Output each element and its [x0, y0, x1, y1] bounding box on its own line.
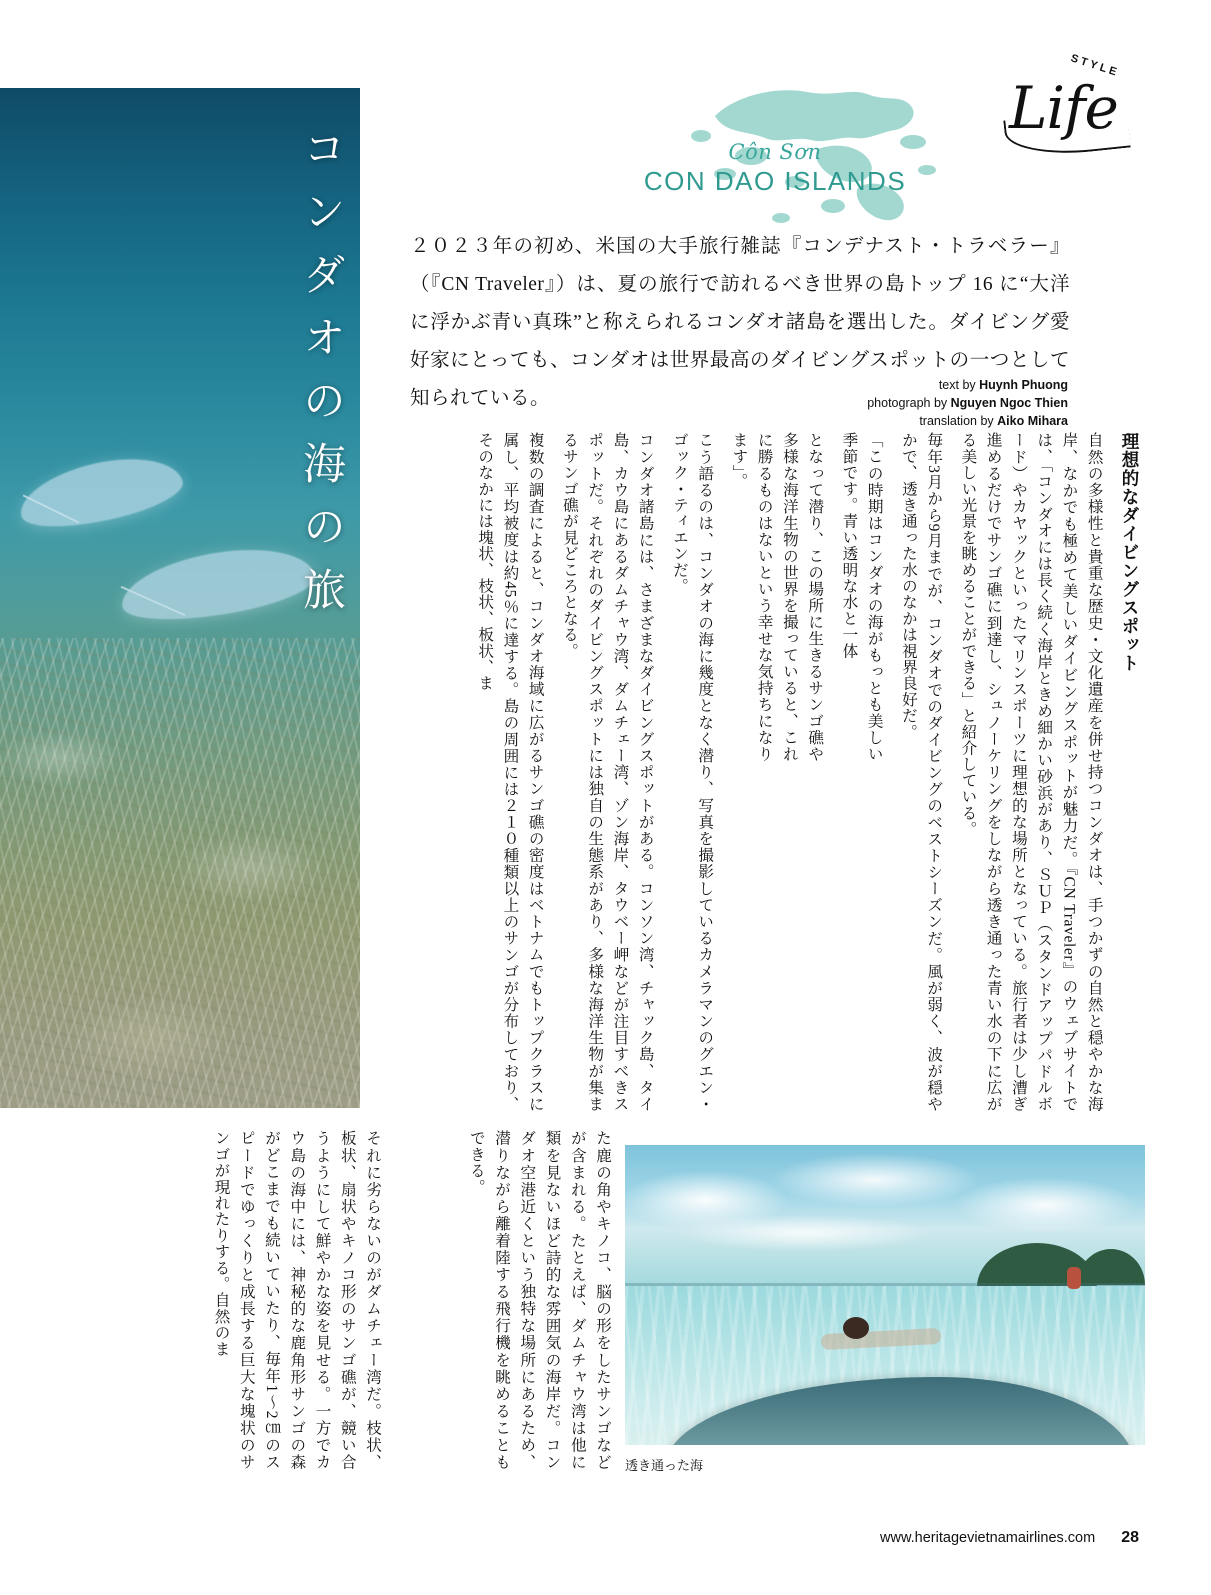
swimmer-head	[843, 1317, 869, 1339]
manta-ray-shape	[116, 537, 319, 632]
bottom-sea-photo	[625, 1145, 1145, 1445]
manta-ray-shape	[14, 445, 188, 539]
credit-photograph-by-label: photograph by	[867, 396, 951, 411]
credit-text-by-name: Huynh Phuong	[979, 378, 1068, 392]
page-number: 28	[1121, 1529, 1139, 1546]
credit-translation-by	[867, 412, 1068, 430]
distant-person	[1067, 1267, 1081, 1289]
hero-underwater-photo	[0, 88, 360, 1108]
body-column: 「この時期はコンダオの海がもっとも美しい季節です。青い透明な水と一体	[840, 432, 883, 762]
body-column: こう語るのは、コンダオの海に幾度となく潜り、写真を撮影しているカメラマンのグエン・ゴック・ティエンだ。	[670, 432, 714, 1112]
body-column: それに劣らないのがダムチェー湾だ。枝状、板状、扇状やキノコ形のサンゴ礁が、競い合うようにして鮮やかな姿を見せる。一方でカウ島の海中には、神秘的な鹿角形サンゴの森がどこまでも続いていたり、毎年1〜2㎝のスピードでゆっくりと成長する巨大な塊状のサンゴが現れたりする。自然のま	[212, 1130, 381, 1470]
lifestyle-logo	[1009, 52, 1139, 148]
footer-website[interactable]: www.heritagevietnamairlines.com	[880, 1530, 1096, 1546]
credit-photograph-by	[867, 394, 1068, 412]
map-main-title: CON DAO ISLANDS	[643, 166, 907, 196]
clouds	[625, 1145, 1145, 1255]
body-column: 自然の多様性と貴重な歴史・文化遺産を併せ持つコンダオは、手つかずの自然と穏やかな海岸、なかでも極めて美しいダイビングスポットが魅力だ。『CN Traveler』のウェブサイトでは、「コンダオには長く続く海岸ときめ細かい砂浜があり、ＳＵＰ（スタンドアップパドルボード）やカヤックといったマリンスポーツに理想的な場所となっている。旅行者は少し漕ぎ進めるだけでサンゴ礁に到達し、シュノーケリングをしながら透き通った青い水の下に広がる美しい光景を眺めることができる」と紹介している。	[959, 432, 1103, 1112]
body-column: 毎年3月から9月までが、コンダオでのダイビングのベストシーズンだ。風が弱く、波が穏やかで、透き通った水のなかは視界良好だ。	[899, 432, 943, 1112]
map-title-block	[560, 140, 990, 197]
credit-photograph-by-name: Nguyen Ngoc Thien	[950, 396, 1068, 411]
section-heading: 理想的なダイビングスポット	[1120, 432, 1140, 673]
article-body-lower-right	[385, 1130, 615, 1470]
photo-caption: 透き通った海	[625, 1458, 704, 1473]
map-subtitle: Côn Sơn	[728, 140, 822, 164]
article-body-upper	[372, 432, 1144, 1112]
logo-style-text: STYLE	[1069, 52, 1121, 80]
credit-translation-by-label: translation by	[919, 414, 998, 429]
body-column: 複数の調査によると、コンダオ海域に広がるサンゴ礁の密度はベトナムでもトップクラスに属し、平均被度は約45％に達する。島の周囲には２１０種類以上のサンゴが分布しており、そのなかには塊状、枝状、板状、ま	[476, 432, 544, 1112]
body-column: となって潜り、この場所に生きるサンゴ礁や多様な海洋生物の世界を撮っていると、これに勝るものはないという幸せな気持ちになります」。	[730, 432, 824, 762]
article-credits	[867, 376, 1068, 430]
logo-life-text: Life	[1009, 74, 1118, 142]
credit-text-by	[867, 376, 1068, 394]
article-body-lower-left	[95, 1130, 385, 1470]
body-column: た鹿の角やキノコ、脳の形をしたサンゴなどが含まれる。たとえば、ダムチャウ湾は他に類を見ないほど詩的な雰囲気の海岸だ。コンダオ空港近くという独特な場所にあるため、潜りながら離着陸する飛行機を眺めることもできる。	[467, 1130, 611, 1470]
page-footer	[880, 1529, 1139, 1547]
page-title: コンダオの海の旅	[297, 126, 344, 630]
body-column: コンダオ諸島には、さまざまなダイビングスポットがある。コンソン湾、チャック島、タイ島、カウ島にあるダムチャウ湾、ダムチェー湾、ゾン海岸、タウベー岬などが注目すべきスポットだ。それぞれのダイビングスポットには独自の生態系があり、多様な海洋生物が集まるサンゴ礁が見どころとなる。	[560, 432, 654, 1112]
credit-text-by-label: text by	[938, 378, 980, 392]
credit-translation-by-name: Aiko Mihara	[997, 414, 1068, 429]
lead-paragraph: ２０２３年の初め、米国の大手旅行雑誌『コンデナスト・トラベラー』（『CN Traveler』）は、夏の旅行で訪れるべき世界の島トップ 16 に“大洋に浮かぶ青い真珠”と称えられるコンダオ諸島を選出した。ダイビング愛好家にとっても、コンダオは世界最高のダイビングスポットの一つとして知られている。	[410, 236, 1070, 410]
map-block	[560, 78, 990, 253]
